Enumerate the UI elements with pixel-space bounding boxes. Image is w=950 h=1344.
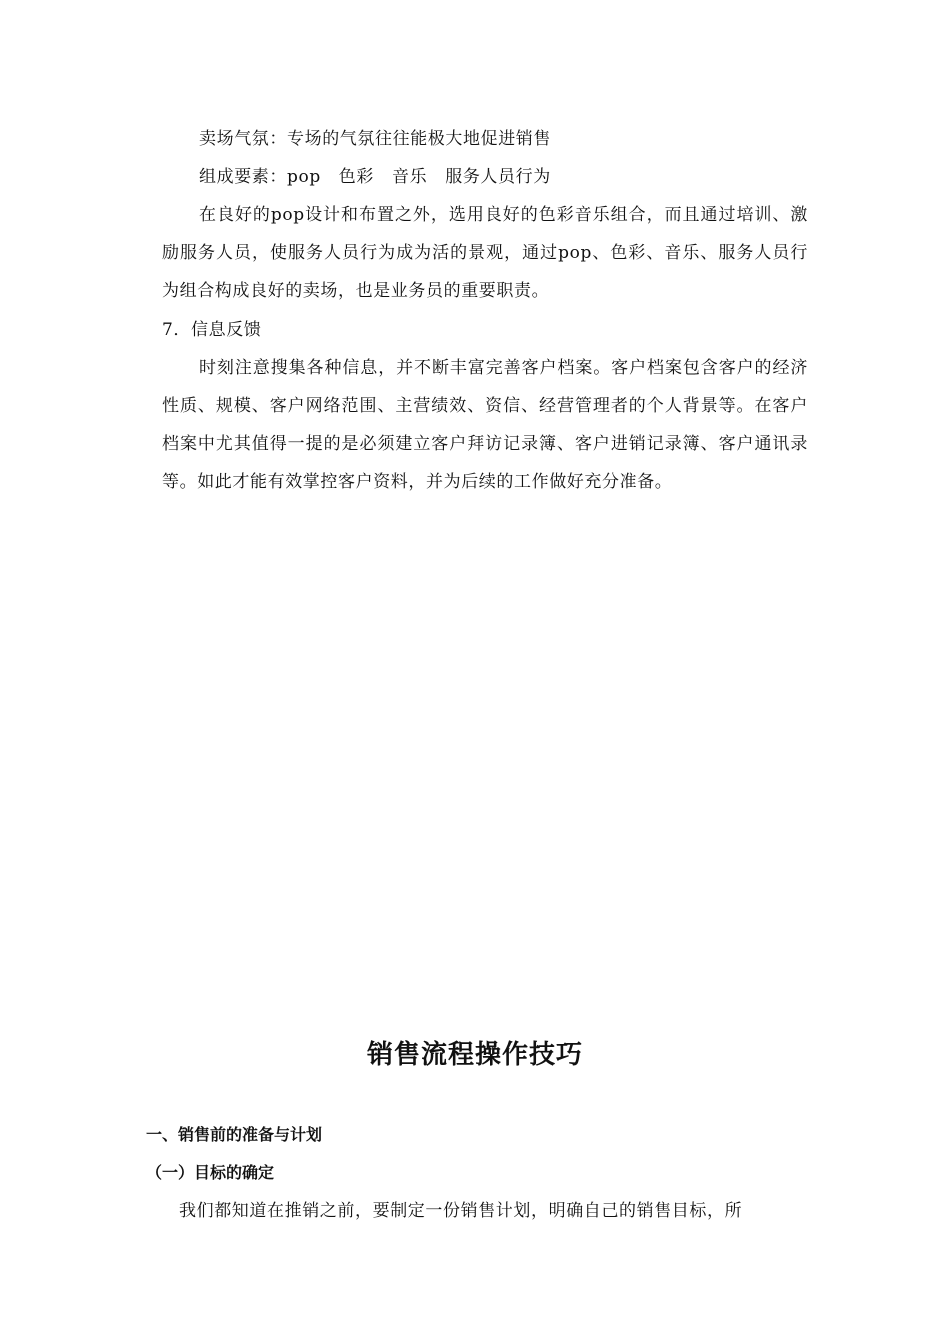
subsection-heading-goal: （一）目标的确定: [146, 1163, 275, 1182]
paragraph-store-design: 在良好的pop设计和布置之外，选用良好的色彩音乐组合，而且通过培训、激励服务人员，使服务人员行为成为活的景观，通过pop、色彩、音乐、服务人员行为组合构成良好的卖场，也是业务员的重要职责。: [162, 205, 808, 301]
paragraph-information-feedback: 时刻注意搜集各种信息，并不断丰富完善客户档案。客户档案包含客户的经济性质、规模、客户网络范围、主营绩效、资信、经营管理者的个人背景等。在客户档案中尤其值得一提的是必须建立客户拜访记录簿、客户进销记录簿、客户通讯录等。如此才能有效掌控客户资料，并为后续的工作做好充分准备。: [162, 358, 808, 492]
item-7-heading: 7．信息反馈: [162, 320, 262, 340]
paragraph-sales-plan: 我们都知道在推销之前，要制定一份销售计划，明确自己的销售目标，所: [179, 1201, 743, 1221]
page-title: 销售流程操作技巧: [366, 1040, 583, 1070]
elements-line: 组成要素：pop 色彩 音乐 服务人员行为: [199, 167, 551, 187]
section-heading-preparation: 一、销售前的准备与计划: [146, 1125, 323, 1144]
atmosphere-line: 卖场气氛：专场的气氛往往能极大地促进销售: [199, 129, 551, 149]
